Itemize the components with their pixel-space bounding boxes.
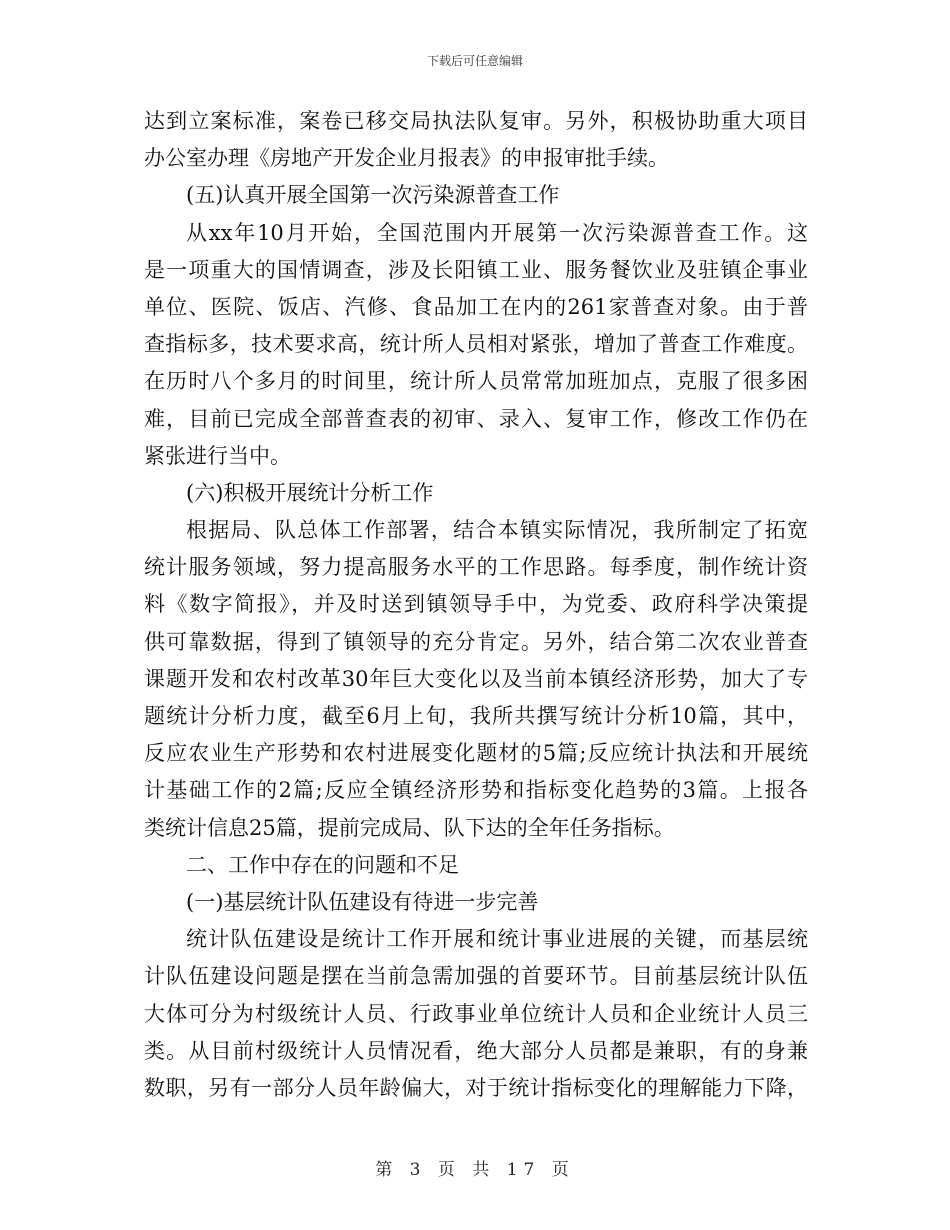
text-line: 计基础工作的2篇;反应全镇经济形势和指标变化趋势的3篇。上报各: [144, 778, 808, 803]
text-line: 供可靠数据，得到了镇领导的充分肯定。另外，结合第二次农业普查: [144, 629, 808, 654]
text-line: 在历时八个多月的时间里，统计所人员常常加班加点，克服了很多困: [144, 369, 808, 394]
text-line: 大体可分为村级统计人员、行政事业单位统计人员和企业统计人员三: [144, 1001, 808, 1026]
text-line: 单位、医院、饭店、汽修、食品加工在内的261家普查对象。由于普: [144, 294, 808, 319]
text-line: 料《数字简报》，并及时送到镇领导手中，为党委、政府科学决策提: [144, 592, 808, 617]
text-line: 二、工作中存在的问题和不足: [186, 852, 459, 877]
text-line: (五)认真开展全国第一次污染源普查工作: [186, 183, 560, 208]
text-line: 反应农业生产形势和农村进展变化题材的5篇;反应统计执法和开展统: [144, 741, 808, 766]
page-footer: 第 3 页 共 17 页: [375, 1160, 575, 1180]
text-line: 数职，另有一部分人员年龄偏大，对于统计指标变化的理解能力下降，: [144, 1075, 808, 1100]
text-line: 从xx年10月开始，全国范围内开展第一次污染源普查工作。这: [186, 220, 808, 245]
text-line: 根据局、队总体工作部署，结合本镇实际情况，我所制定了拓宽: [186, 518, 808, 543]
text-line: (一)基层统计队伍建设有待进一步完善: [186, 889, 539, 914]
text-line: 类统计信息25篇，提前完成局、队下达的全年任务指标。: [144, 815, 675, 840]
text-line: 查指标多，技术要求高，统计所人员相对紧张，增加了普查工作难度。: [144, 332, 808, 357]
text-line: 统计服务领域，努力提高服务水平的工作思路。每季度，制作统计资: [144, 555, 808, 580]
document-body: [144, 103, 808, 1107]
text-line: 课题开发和农村改革30年巨大变化以及当前本镇经济形势，加大了专: [144, 666, 808, 691]
text-line: 达到立案标准，案卷已移交局执法队复审。另外，积极协助重大项目: [144, 109, 808, 133]
text-line: 是一项重大的国情调查，涉及长阳镇工业、服务餐饮业及驻镇企事业: [144, 257, 808, 282]
text-line: 紧张进行当中。: [144, 443, 291, 468]
page-header: 下载后可任意编辑: [426, 54, 523, 68]
text-line: 题统计分析力度，截至6月上旬，我所共撰写统计分析10篇，其中，: [144, 704, 808, 728]
text-line: 统计队伍建设是统计工作开展和统计事业进展的关键，而基层统: [186, 927, 808, 952]
text-line: 类。从目前村级统计人员情况看，绝大部分人员都是兼职，有的身兼: [144, 1038, 808, 1063]
text-line: 计队伍建设问题是摆在当前急需加强的首要环节。目前基层统计队伍: [144, 964, 808, 989]
text-line: (六)积极开展统计分析工作: [186, 480, 434, 505]
text-line: 办公室办理《房地产开发企业月报表》的申报审批手续。: [144, 146, 669, 171]
text-line: 难，目前已完成全部普查表的初审、录入、复审工作，修改工作仍在: [144, 406, 808, 431]
